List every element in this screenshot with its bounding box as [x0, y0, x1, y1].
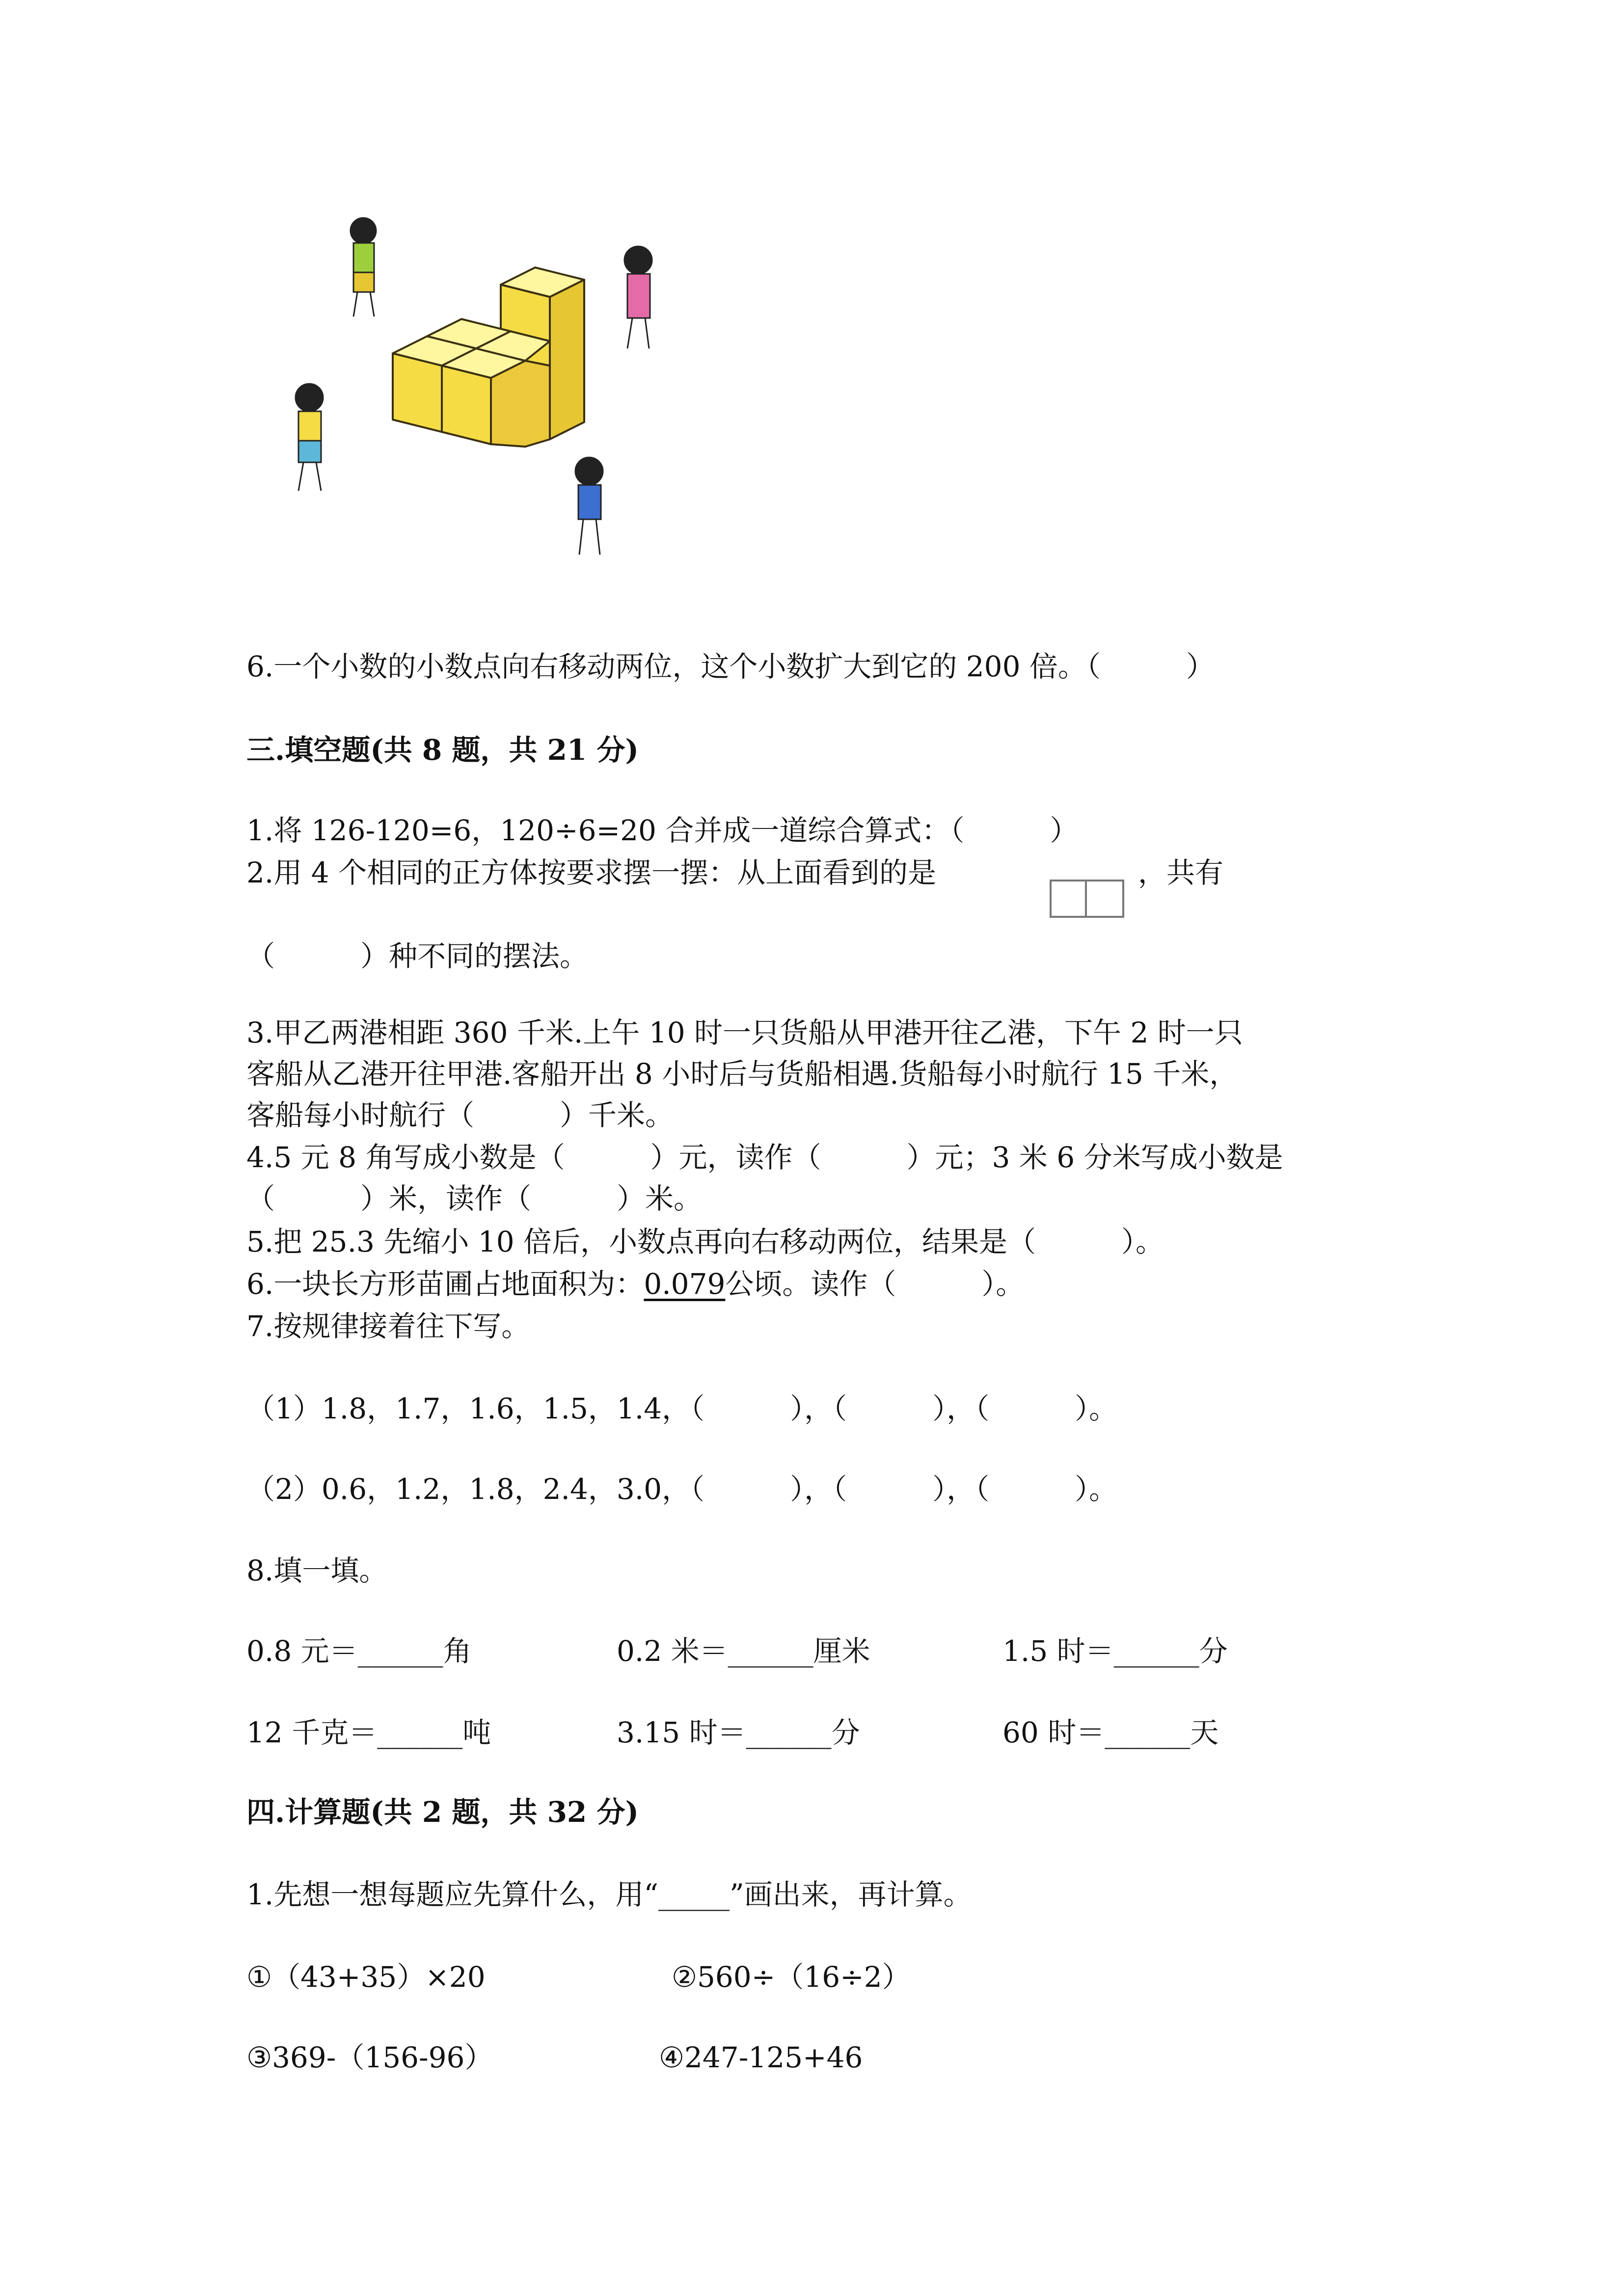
fill-question-2-text: 2.用 4 个相同的正方体按要求摆一摆：从上面看到的是: [246, 856, 937, 889]
fill-question-7-part-2: （2）0.6，1.2，1.8，2.4，3.0，（ ），（ ），（ ）。: [246, 1472, 1118, 1506]
calc-question-1: [246, 1875, 972, 1914]
conversion-item: 3.15 时＝______分: [617, 1716, 860, 1749]
fill-question-7-part-1: （1）1.8，1.7，1.6，1.5，1.4，（ ），（ ），（ ）。: [246, 1392, 1118, 1425]
child-top-left: [351, 218, 376, 317]
area-value: 0.079: [644, 1267, 726, 1301]
fill-question-1: 1.将 126-120=6，120÷6=20 合并成一道综合算式：（ ）: [246, 814, 1079, 847]
child-left: [296, 384, 323, 491]
fill-question-2-text-b: ，共有: [1138, 856, 1224, 889]
conversion-item: 1.5 时＝______分: [1002, 1634, 1228, 1668]
fill-question-2-answer: （ ）种不同的摆法。: [246, 939, 589, 973]
underline-mark: _____: [658, 1878, 730, 1911]
child-bottom: [575, 457, 603, 555]
section-3-title: 三.填空题(共 8 题，共 21 分): [246, 733, 639, 767]
cube-stack: [393, 267, 584, 447]
conversion-item: 0.2 米＝______厘米: [617, 1634, 870, 1668]
fill-question-4-line-1: 4.5 元 8 角写成小数是（ ）元，读作（ ）元；3 米 6 分米写成小数是: [246, 1141, 1283, 1174]
fill-question-3-line-3: 客船每小时航行（ ）千米。: [246, 1098, 674, 1132]
prev-question-6: 6.一个小数的小数点向右移动两位，这个小数扩大到它的 200 倍。（ ）: [246, 650, 1215, 683]
calc-question-1-text: 1.先想一想每题应先算什么，用“: [246, 1878, 658, 1911]
calc-item: ②560÷（16÷2）: [672, 1960, 911, 1994]
cube-stack-illustration: [260, 216, 677, 569]
calc-item: ①（43+35）×20: [246, 1960, 486, 1994]
fill-question-8: 8.填一填。: [246, 1554, 388, 1587]
fill-question-6: [246, 1264, 1024, 1304]
conversion-item: 60 时＝______天: [1002, 1716, 1219, 1749]
conversion-item: 0.8 元＝______角: [246, 1634, 472, 1668]
calc-item: ④247-125+46: [659, 2041, 863, 2074]
child-top-right: [624, 246, 652, 348]
fill-question-3-line-2: 客船从乙港开往甲港.客船开出 8 小时后与货船相遇.货船每小时航行 15 千米，: [246, 1057, 1238, 1091]
fill-question-7: 7.按规律接着往下写。: [246, 1309, 530, 1343]
fill-question-5: 5.把 25.3 先缩小 10 倍后，小数点再向右移动两位，结果是（ ）。: [246, 1225, 1164, 1258]
calc-question-1-text-b: ”画出来，再计算。: [730, 1878, 972, 1911]
conversion-item: 12 千克＝______吨: [246, 1716, 491, 1749]
fill-question-4-line-2: （ ）米，读作（ ）米。: [246, 1182, 703, 1215]
fill-question-6-text: 6.一块长方形苗圃占地面积为：: [246, 1267, 644, 1301]
fill-question-6-text-b: 公顷。读作（ ）。: [725, 1267, 1025, 1301]
top-view-squares-diagram: [1050, 880, 1124, 918]
fill-question-3-line-1: 3.甲乙两港相距 360 千米.上午 10 时一只货船从甲港开往乙港，下午 2 时一只: [246, 1016, 1243, 1049]
section-4-title: 四.计算题(共 2 题，共 32 分): [246, 1795, 639, 1829]
calc-item: ③369-（156-96）: [246, 2041, 493, 2074]
